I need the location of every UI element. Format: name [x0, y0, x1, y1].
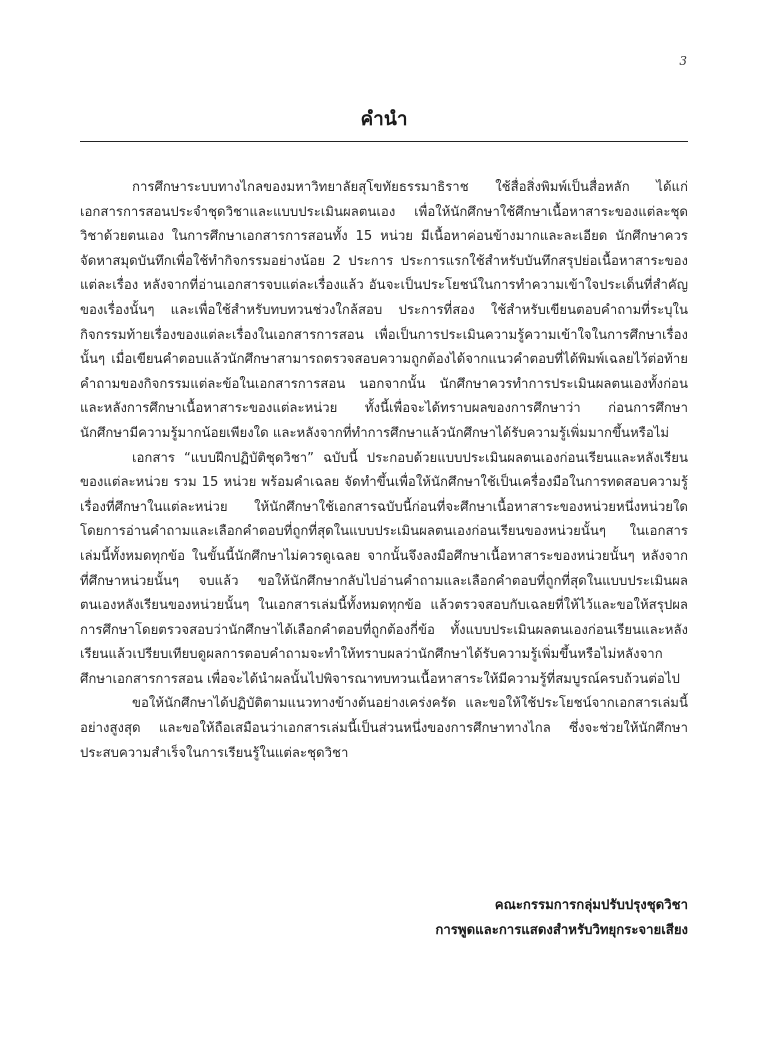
paragraph-1: การศึกษาระบบทางไกลของมหาวิทยาลัยสุโขทัยธรรมาธิราช ใช้สื่อสิ่งพิมพ์เป็นสื่อหลัก ได้แก่ เอกสารการสอนประจำชุดวิชาและแบบประเมินผลตนเอง เพื่อให้นักศึกษาใช้ศึกษาเนื้อหาสาระของแต่ละชุดวิชาด้วยตนเอง ในการศึกษาเอกสารการสอนทั้ง 15 หน่วย มีเนื้อหาค่อนข้างมากและละเอียด นักศึกษาควรจัดหาสมุดบันทึกเพื่อใช้ทำกิจกรรมอย่างน้อย 2 ประการ ประการแรกใช้สำหรับบันทึกสรุปย่อเนื้อหาสาระของแต่ละเรื่อง หลังจากที่อ่านเอกสารจบแต่ละเรื่องแล้ว อันจะเป็นประโยชน์ในการทำความเข้าใจประเด็นที่สำคัญของเรื่องนั้นๆ และเพื่อใช้สำหรับทบทวนช่วงใกล้สอบ ประการที่สอง ใช้สำหรับเขียนตอบคำถามที่ระบุในกิจกรรมท้ายเรื่องของแต่ละเรื่องในเอกสารการสอน เพื่อเป็นการประเมินความรู้ความเข้าใจในการศึกษาเรื่องนั้นๆ เมื่อเขียนคำตอบแล้วนักศึกษาสามารถตรวจสอบความถูกต้องได้จากแนวคำตอบที่ได้พิมพ์เฉลยไว้ต่อท้ายคำถามของกิจกรรมแต่ละข้อในเอกสารการสอน นอกจากนั้น นักศึกษาควรทำการประเมินผลตนเองทั้งก่อนและหลังการศึกษาเนื้อหาสาระของแต่ละหน่วย ทั้งนี้เพื่อจะได้ทราบผลของการศึกษาว่า ก่อนการศึกษานักศึกษามีความรู้มากน้อยเพียงใด และหลังจากที่ทำการศึกษาแล้วนักศึกษาได้รับความรู้เพิ่มมากขึ้นหรือไม่ — [80, 180, 688, 441]
page-number: 3 — [679, 54, 687, 68]
signature-block — [435, 893, 688, 943]
signature-course-name: การพูดและการแสดงสำหรับวิทยุกระจายเสียง — [435, 923, 688, 938]
foreword-body — [80, 176, 688, 766]
paragraph-2: เอกสาร “แบบฝึกปฏิบัติชุดวิชา” ฉบับนี้ ประกอบด้วยแบบประเมินผลตนเองก่อนเรียนและหลังเรียนของแต่ละหน่วย รวม 15 หน่วย พร้อมคำเฉลย จัดทำขึ้นเพื่อให้นักศึกษาใช้เป็นเครื่องมือในการทดสอบความรู้เรื่องที่ศึกษาในแต่ละหน่วย ให้นักศึกษาใช้เอกสารฉบับนี้ก่อนที่จะศึกษาเนื้อหาสาระของหน่วยหนึ่งหน่วยใด โดยการอ่านคำถามและเลือกคำตอบที่ถูกที่สุดในแบบประเมินผลตนเองก่อนเรียนของหน่วยนั้นๆ ในเอกสารเล่มนี้ทั้งหมดทุกข้อ ในขั้นนี้นักศึกษาไม่ควรดูเฉลย จากนั้นจึงลงมือศึกษาเนื้อหาสาระของหน่วยนั้นๆ หลังจากที่ศึกษาหน่วยนั้นๆ จบแล้ว ขอให้นักศึกษากลับไปอ่านคำถามและเลือกคำตอบที่ถูกที่สุดในแบบประเมินผลตนเองหลังเรียนของหน่วยนั้นๆ ในเอกสารเล่มนี้ทั้งหมดทุกข้อ แล้วตรวจสอบกับเฉลยที่ให้ไว้และขอให้สรุปผลการศึกษาโดยตรวจสอบว่านักศึกษาได้เลือกคำตอบที่ถูกต้องกี่ข้อ ทั้งแบบประเมินผลตนเองก่อนเรียนและหลังเรียนแล้วเปรียบเทียบดูผลการตอบคำถามจะทำให้ทราบผลว่านักศึกษาได้รับความรู้เพิ่มขึ้นหรือไม่หลังจากศึกษาเอกสารการสอน เพื่อจะได้นำผลนั้นไปพิจารณาทบทวนเนื้อหาสาระให้มีความรู้ที่สมบูรณ์ครบถ้วนต่อไป — [80, 450, 688, 687]
signature-committee: คณะกรรมการกลุ่มปรับปรุงชุดวิชา — [494, 898, 688, 913]
title-divider — [80, 141, 688, 142]
page-title: คำนำ — [360, 108, 408, 130]
paragraph-3: ขอให้นักศึกษาได้ปฏิบัติตามแนวทางข้างต้นอย่างเคร่งครัด และขอให้ใช้ประโยชน์จากเอกสารเล่มนี้อย่างสูงสุด และขอให้ถือเสมือนว่าเอกสารเล่มนี้เป็นส่วนหนึ่งของการศึกษาทางไกล ซึ่งจะช่วยให้นักศึกษาประสบความสำเร็จในการเรียนรู้ในแต่ละชุดวิชา — [80, 696, 688, 761]
